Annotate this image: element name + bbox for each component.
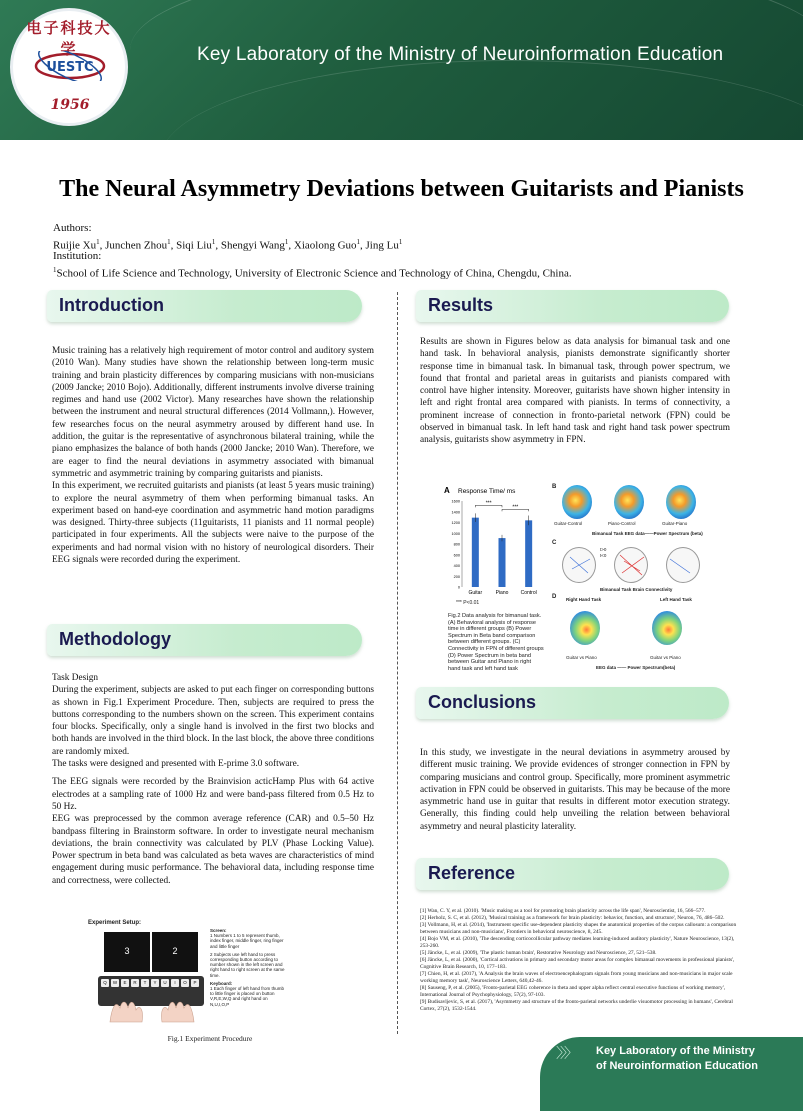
label-right-hand-task: Right Hand Task	[566, 597, 602, 602]
paragraph: Results are shown in Figures below as data analysis for bimanual task and one hand task. In behavioral analysis, pianists demonstrate significantly shorter response time in bimanual task. In bimanual task, through power spectrum, we found that frontal and parietal areas in guitarists and pianists compared with control have higher intensity. Moreover, guitarists have shown higher intensity in left and right frontal area compared with pianists. In terms of connectivity, a prominent increase of connection in fronto-parietal network (FPN) could be observed in bimanual task. In left hand task and right hand task power spectrum analysis, guitarists show asymmetry in FPN.	[420, 337, 730, 446]
reference-item: [8] Sauseng, P, et al. (2005), 'Fronto-parietal EEG coherence in theta and upper alpha reflect central executive functions of working memory', International Journal of Psychophysiology, 57(2), 97-103.	[420, 985, 726, 998]
conclusions-body	[420, 747, 730, 833]
key: U	[161, 979, 169, 987]
fig1-caption: Fig.1 Experiment Procedure	[167, 1034, 253, 1043]
logo-emblem-icon	[33, 51, 107, 81]
y-tick-label: 0	[457, 585, 460, 590]
x-tick-label: Piano	[495, 590, 509, 596]
topomap-guitar-control	[562, 485, 592, 519]
author-name: Shengyi Wang	[220, 239, 285, 252]
left-screen: 3	[104, 932, 150, 972]
methodology-heading: Methodology	[47, 624, 362, 656]
panel-d-title: EEG data —— Power Spectrum(beta)	[596, 665, 676, 670]
paragraph: In this experiment, we recruited guitarists and pianists (at least 5 years music training) to explore the neural asymmetry of them when performing bimanual tasks. An experiment based on hand-eye coordination and asymmetric hand motion paradigms was designed. Thirty-three subjects (11guitarists, 11 pianists and 11 normal people) participated in four experiments. All the subjects were naive to the purpose of the experiments and had normal vision with no history of neurological disorders. Their EEG signals were recorded during the experiment.	[52, 481, 374, 566]
significance-stars: ***	[512, 504, 519, 511]
panel-b-title: Bimanual Task EEG data——Power Spectrum (beta)	[592, 531, 703, 536]
logo-ring-text: 电子科技大学	[26, 19, 112, 58]
y-tick-label: 1600	[451, 499, 460, 504]
legend-positive: t>0	[600, 547, 607, 552]
reference-item: [3] Vollmann, H, et al. (2014), 'Instrument specific use-dependent plasticity shapes the anatomical properties of the corpus callosum: a comparison between musicians and non-musicians', Frontiers in behavioral neuroscience, 8, 245.	[420, 922, 737, 935]
methodology-body	[52, 672, 374, 887]
significance-stars: ***	[485, 500, 492, 507]
chart-title: Response Time/ ms	[458, 488, 516, 495]
x-tick-label: Guitar	[468, 590, 483, 596]
reference-item: [9] Budisavljevic, S, et al. (2017), 'Asymmetry and structure of the fronto-parietal networks underlie visuomotor processing in humans', Cerebral Cortex, 27(2), 1532-1544.	[420, 999, 733, 1012]
y-tick-label: 800	[453, 542, 460, 547]
reference-item: [1] Wan, C. Y, et al. (2010). 'Music making as a tool for promoting brain plasticity across the life span', Neuroscientist, 16, 566–577.	[420, 908, 706, 914]
reference-item: [7] Chien, H, et al. (2017), 'A Analysis the brain waves of electroencephalogram signals from young musicians and non-musicians in major scale working memory task', Neuroscience Letters, 640,42-46.	[420, 971, 733, 984]
significance-note: *** P<0.01	[456, 600, 480, 606]
header-title: Key Laboratory of the Ministry of Neuroinformation Education	[197, 44, 724, 65]
reference-item: [4] Bojo VM, et al. (2010), 'The descending corticocollicular pathway mediates learning-induced auditory plasticity', Nature Neuroscience, 13(2), 253-260.	[420, 936, 735, 949]
institution-label: Institution:	[53, 250, 102, 262]
y-tick-label: 1200	[451, 521, 460, 525]
y-tick-label: 200	[453, 574, 460, 579]
logo-year: 1956	[50, 97, 90, 113]
key: E	[121, 979, 129, 987]
column-divider	[397, 292, 398, 1034]
introduction-heading: Introduction	[47, 290, 362, 322]
paragraph: The EEG signals were recorded by the Brainvision acticHamp Plus with 64 active electrodes at a sampling rate of 1000 Hz and were band-pass filtered from 0.5 Hz to 50 Hz.	[52, 777, 374, 812]
poster-title: The Neural Asymmetry Deviations between Guitarists and Pianists	[59, 176, 744, 202]
key: I	[171, 979, 179, 987]
author-list: Ruijie Xu$^1$, Junchen Zhou$^1$, Siqi Liu$^1$, Shengyi Wang$^1$, Xiaolong Guo$^1$, Jing Lu$^1$	[53, 238, 403, 252]
label-guitar-piano: Guitar-Piano	[662, 521, 688, 526]
x-tick-label: Control	[520, 590, 537, 596]
chart-axis	[452, 500, 462, 590]
key: Q	[101, 979, 109, 987]
panel-label-a: A	[444, 486, 450, 495]
panel-label-c: C	[552, 540, 557, 546]
bar	[525, 520, 532, 587]
figure-experiment-setup	[88, 920, 338, 1032]
fig2-caption: Fig.2 Data analysis for bimanual task. (A) Behavioral analysis of response time in different groups (B) Power Spectrum in Beta band comparison between different groups. (C) Connectivity in FPN of different groups (D) Power Spectrum in beta band between Guitar and Piano in right hand task and left hand task	[448, 613, 544, 672]
institution: $^1$School of Life Science and Technology, University of Electronic Science and Technology of China, Chengdu, China.	[53, 266, 572, 280]
author-name: Xiaolong Guo	[293, 239, 357, 252]
y-tick-label: 600	[453, 553, 460, 558]
arrows-icon: 〉〉〉	[556, 1046, 575, 1062]
author-name: Junchen Zhou	[105, 239, 168, 252]
results-heading: Results	[416, 290, 729, 322]
topomap-piano-control	[614, 485, 644, 519]
paragraph: Music training has a relatively high requirement of motor control and auditory system (2010 Wan). Many studies have shown the relationship between long-term music training and brain plasticity differences by comparing musicians with non-musicians (2009 Jancke; 2010 Bojo). Additionally, different instruments involve diverse training regimes and hand use (2002 Victor). Many researches have shown the relationship between the instrument and neural structural differences (2014 Vollmann,). However, few researches focus on the neural asymmetry aroused by different hand use. In addition, the guitar is the representative of asynchronous bilateral training, while the piano emphasizes the balance of both hands (2000 Jancke; 2010 Wan). Therefore, we are eager to find the neural deviations in asymmetry associated with bimanual symmetric and asymmetric training by comparing guitarists and pianists.	[52, 346, 374, 479]
connectivity-lines	[562, 547, 702, 585]
label-guitar-vs-piano: Guitar vs Piano	[650, 655, 681, 660]
key: P	[191, 979, 199, 987]
chart-bars	[469, 500, 537, 596]
hands-icon	[106, 998, 198, 1024]
logo-text: UESTC	[46, 60, 94, 75]
topomap-right-hand	[570, 611, 600, 645]
header-banner	[0, 0, 803, 140]
reference-item: [5] Jäncke, L, et al. (2009), 'The plastic human brain', Restorative Neurology and Neuroscience, 27, 521–538.	[420, 950, 657, 956]
reference-item: [2] Herholz, S. C, et al. (2012), 'Musical training as a framework for brain plasticity: behavior, function, and structure', Neuron, 76, 486–502.	[420, 915, 725, 921]
paragraph: The tasks were designed and presented with E-prime 3.0 software.	[52, 759, 300, 770]
panel-label-d: D	[552, 594, 557, 600]
right-screen: 2	[152, 932, 198, 972]
footer-title: Key Laboratory of the Ministry of Neuroinformation Education	[596, 1045, 758, 1072]
topomap-guitar-piano	[666, 485, 696, 519]
introduction-body	[52, 345, 374, 566]
reference-list	[420, 908, 740, 1013]
reference-item: [6] Jäncke, L, et al. (2000), 'Cortical activations in primary and secondary motor areas for complex bimanual movements in professional pianists', Cognitive Brain Research, 10, 177–183.	[420, 957, 735, 970]
author-name: Siqi Liu	[176, 239, 212, 252]
university-logo	[10, 8, 128, 126]
task-design-label: Task Design	[52, 673, 99, 683]
setup-label: Experiment Setup:	[88, 920, 142, 926]
screen-notes: Screen: 1 Numbers 1 to 5 represent thumb, index finger, middle finger, ring finger and little finger 2 Subjects use left hand to press corresponding button according to number shown in the left screen and right hand to right screen at the same time. Keyboard: 1 Each finger of left hand from thumb to little finger is placed on button V,R,E,W,Q and right hand on N,U,I,O,P	[210, 928, 285, 1007]
paragraph: EEG was preprocessed by the common average reference (CAR) and 0.5–50 Hz bandpass filtering in Brainstorm software. In order to investigate neural mechanism deviations, the brain connectivity was calculated by PLV (Phase Locking Value). Power spectrum in beta band was calculated as beta waves are characteristics of mind engagement during music performance. The behavioral data, including response time and correctness, were collected.	[52, 814, 374, 886]
panel-c-title: Bimanual Task Brain Connectivity	[600, 587, 673, 592]
label-left-hand-task: Left Hand Task	[660, 597, 692, 602]
bar	[499, 538, 506, 587]
label-guitar-control: Guitar-Control	[554, 521, 583, 526]
y-tick-label: 1400	[451, 510, 460, 515]
response-time-chart	[440, 483, 550, 598]
y-tick-label: 1000	[451, 531, 460, 536]
topomap-left-hand	[652, 611, 682, 645]
label-piano-control: Piano-Control	[608, 521, 636, 526]
legend-negative: t<0	[600, 553, 607, 558]
key: T	[141, 979, 149, 987]
key: Y	[151, 979, 159, 987]
reference-heading: Reference	[416, 858, 729, 890]
footer-banner	[540, 1037, 803, 1111]
paragraph: During the experiment, subjects are asked to put each finger on corresponding buttons as shown in Fig.1 Experiment Procedure. Then, subjects are required to press the buttons corresponding to the numbers shown on the screen. This experiment contains four blocks. Specifically, only a single hand is involved in the first two blocks and both hands are involved in the third block. In the last block, the above three conditions are randomly mixed.	[52, 685, 374, 757]
conclusions-heading: Conclusions	[416, 687, 729, 719]
bar	[472, 518, 479, 587]
author-name: Ruijie Xu	[53, 239, 97, 252]
paragraph: In this study, we investigate in the neural deviations in asymmetry aroused by different music training. We provide evidences of stronger connection in FPN by comparing musicians and control group. Specifically, more prominent asymmetric activation in FPN could be observed in guitarists. This may be because of the more asymmetric hand use in guitar that results in different motor execution strategy. Generally, this finding could help unveiling the relation between behavioral asymmetry and neural plasticity laterality.	[420, 748, 730, 832]
label-guitar-vs-piano: Guitar vs Piano	[566, 655, 597, 660]
y-tick-label: 400	[453, 564, 460, 568]
authors-label: Authors:	[53, 222, 92, 234]
key: O	[181, 979, 189, 987]
key: W	[112, 980, 118, 985]
results-body	[420, 336, 730, 447]
figure-data-analysis	[440, 483, 730, 696]
key: R	[131, 979, 139, 987]
author-name: Jing Lu	[365, 239, 399, 252]
panel-label-b: B	[552, 484, 557, 490]
